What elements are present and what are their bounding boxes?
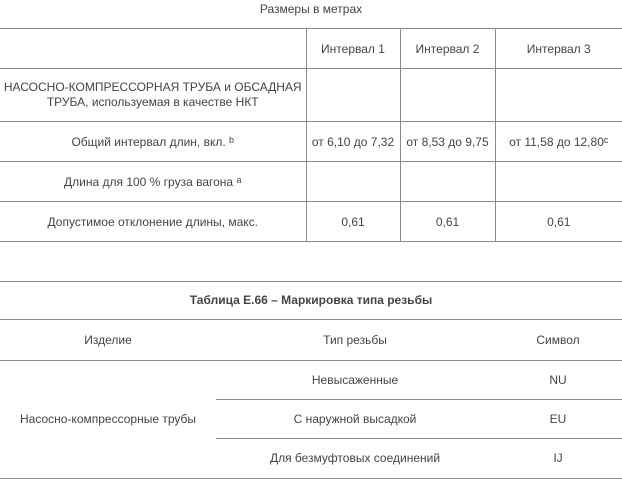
symbol-cell: EU bbox=[494, 399, 622, 438]
row-label-tolerance: Допустимое отклонение длины, макс. bbox=[0, 202, 306, 242]
symbol-cell: IJ bbox=[494, 438, 622, 478]
table-cell bbox=[495, 69, 622, 122]
row-label-total-range bbox=[0, 122, 306, 162]
table-row bbox=[0, 360, 622, 399]
table-row bbox=[0, 122, 622, 162]
row-label-tubing-casing bbox=[0, 69, 306, 122]
thread-type-cell: С наружной высадкой bbox=[216, 399, 494, 438]
table-cell bbox=[495, 162, 622, 202]
table-cell: 0,61 bbox=[400, 202, 495, 242]
header-interval-1: Интервал 1 bbox=[306, 29, 400, 69]
row-label-railcar-load bbox=[0, 162, 306, 202]
table-cell-value: от 11,58 до 12,80 bbox=[509, 134, 604, 149]
table-cell: от 8,53 до 9,75 bbox=[400, 122, 495, 162]
table2-title: Таблица E.66 – Маркировка типа резьбы bbox=[0, 281, 622, 320]
row-label-text: Длина для 100 % груза вагона bbox=[64, 174, 234, 189]
table1-caption: Размеры в метрах bbox=[259, 2, 363, 16]
length-ranges-table bbox=[0, 28, 622, 242]
thread-type-cell: Невысаженные bbox=[311, 372, 399, 387]
header-interval-3: Интервал 3 bbox=[495, 29, 622, 69]
header-symbol: Символ bbox=[494, 320, 622, 360]
table-row bbox=[0, 202, 622, 242]
product-cell: Насосно-компрессорные трубы bbox=[0, 360, 216, 478]
header-interval-2: Интервал 2 bbox=[400, 29, 495, 69]
table-cell: от 6,10 до 7,32 bbox=[306, 122, 400, 162]
table-cell: 0,61 bbox=[306, 202, 400, 242]
row-label-text: Общий интервал длин, вкл. bbox=[71, 134, 226, 149]
table-row bbox=[0, 162, 622, 202]
thread-marking-table bbox=[0, 320, 622, 479]
table-cell bbox=[306, 69, 400, 122]
table-cell bbox=[306, 162, 400, 202]
symbol-cell: NU bbox=[549, 372, 567, 387]
table1-corner-cell bbox=[0, 29, 306, 69]
table2-header-row bbox=[0, 320, 622, 360]
row-label-tubing-casing-text: НАСОСНО-КОМПРЕССОРНАЯ ТРУБА и ОБСАДНАЯ ТРУБА, используемая в качестве НКТ bbox=[3, 80, 302, 109]
header-product: Изделие bbox=[0, 320, 216, 360]
table-row bbox=[0, 69, 622, 122]
table-cell: 0,61 bbox=[495, 202, 622, 242]
table1-header-row bbox=[0, 29, 622, 69]
thread-type-cell: Для безмуфтовых соединений bbox=[216, 438, 494, 478]
footnote-marker: c bbox=[603, 134, 609, 145]
footnote-marker: a bbox=[236, 174, 242, 185]
table-cell bbox=[400, 162, 495, 202]
table-cell bbox=[400, 69, 495, 122]
header-thread-type: Тип резьбы bbox=[216, 320, 494, 360]
table-cell bbox=[495, 122, 622, 162]
footnote-marker: b bbox=[229, 134, 235, 145]
